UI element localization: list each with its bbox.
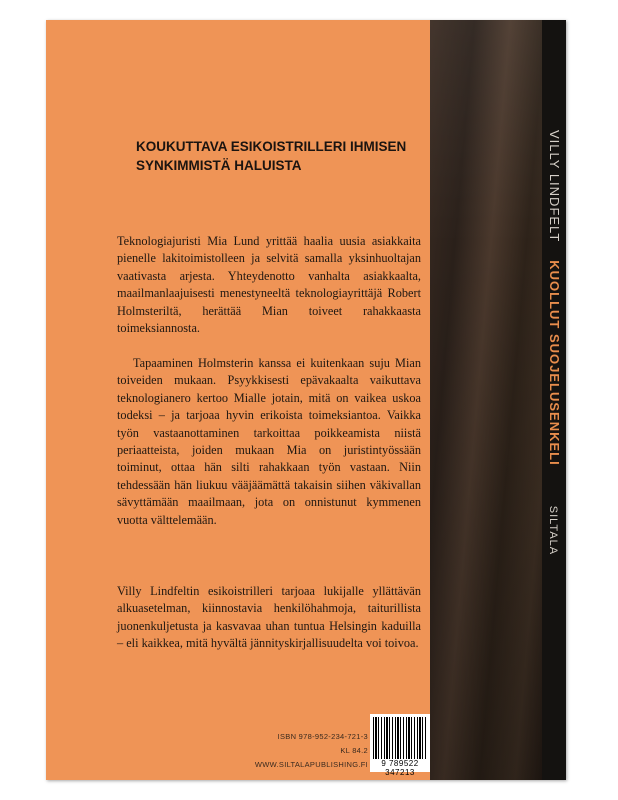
spine-author: VILLY LINDFELT: [547, 130, 562, 243]
headline-line-1: KOUKUTTAVA ESIKOISTRILLERI IHMISEN: [136, 139, 407, 154]
blurb-paragraph-2: Tapaaminen Holmsterin kanssa ei kuitenkaan suju Mian toiveiden mukaan. Psyykkisesti epävakaalta vaikuttava teknologianero kertoo Mialle jotain, mitä on vaikea uskoa todeksi – ja tarjoaa hyvin erikoista toimeksiantoa. Vaikka työn vastaanottaminen tarkoittaa poikkeamista niistä periaatteista, joiden mukaan Mia on juristintyössään toiminut, ottaa hän silti rahakkaan työn vastaan. Niin tehdessään hän liukuu vääjäämättä takaisin siihen väkivallan sävyttämään maailmaan, jota on onnistunut kymmenen vuotta välttelemään.: [117, 356, 421, 527]
blurb-paragraph-1: Teknologiajuristi Mia Lund yrittää haalia uusia asiakkaita pienelle lakitoimistolleen ja selvitä samalla yksinhuoltajan vaativasta arjesta. Yhteydenotto vanhalta asiakkaalta, maailmanlaajuisesti menestyneeltä teknologiayrittäjä Robert Holmsteriltä, herättää Mian toiveet rahakkaasta toimeksiannosta.: [117, 234, 421, 336]
publisher-website: WWW.SILTALAPUBLISHING.FI: [254, 760, 368, 769]
barcode-number: 9 789522 347213: [381, 759, 419, 777]
book-back-cover: [46, 20, 566, 780]
spine-text: [546, 130, 562, 770]
spine-publisher: SILTALA: [547, 505, 559, 556]
review-paragraph: Villy Lindfeltin esikoistrilleri tarjoaa lukijalle yllättävän alkuasetelman, kiinnostavia henkilöhahmoja, taiturillista juonenkuljetusta ja kasvavaa uhan tuntua Helsingin kaduilla – eli kaikkea, mitä hyvältä jännityskirjallisuudelta voi toivoa.: [117, 584, 421, 651]
barcode-bars: [373, 717, 427, 759]
headline-line-2: SYNKIMMISTÄ HALUISTA: [136, 158, 302, 173]
dark-photo-panel: [430, 20, 542, 780]
book-spine: [542, 20, 566, 780]
spine-title: KUOLLUT SUOJELUSENKELI: [547, 260, 562, 466]
cover-headline: [136, 137, 436, 175]
isbn-text: ISBN 978-952-234-721-3: [277, 732, 368, 741]
classification-text: KL 84.2: [340, 746, 368, 755]
barcode: [370, 714, 430, 777]
